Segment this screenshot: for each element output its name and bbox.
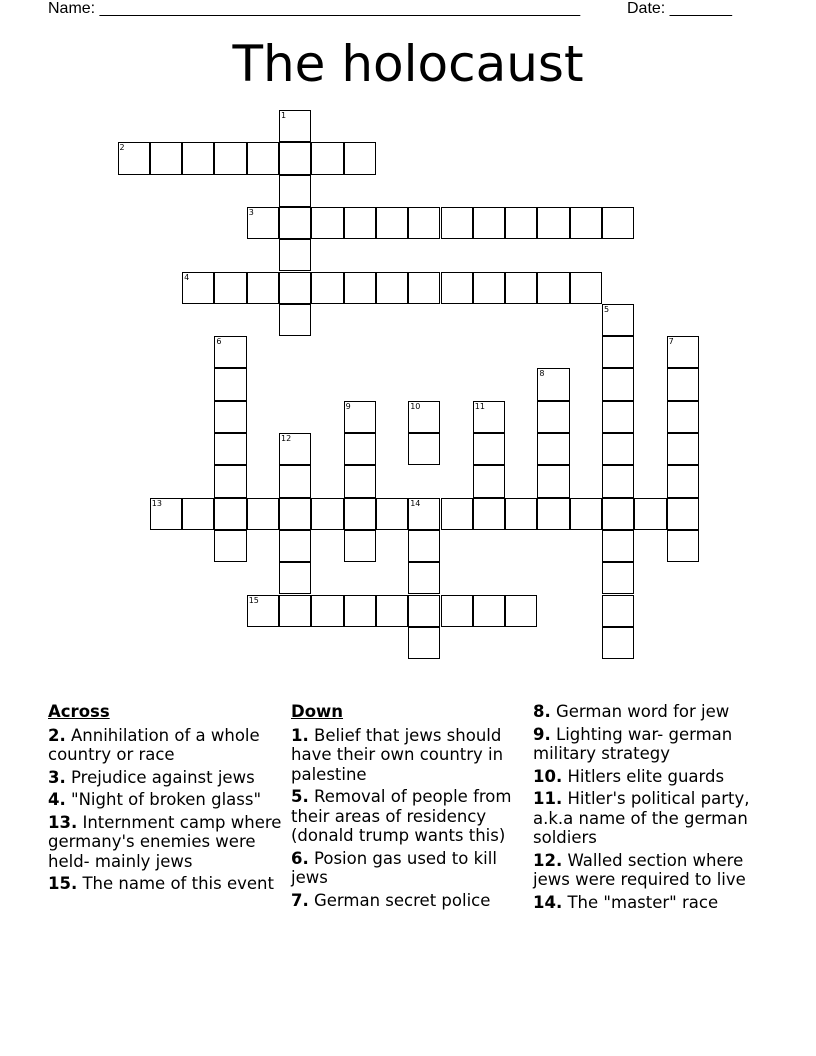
down-clues-continued (533, 702, 783, 915)
grid-cell[interactable] (279, 142, 311, 174)
grid-cell[interactable] (441, 207, 473, 239)
clue-number: 14 (410, 498, 421, 508)
grid-cell[interactable] (408, 207, 440, 239)
clue-number: 10 (410, 401, 421, 411)
grid-cell[interactable] (473, 401, 505, 433)
grid-cell[interactable] (344, 595, 376, 627)
grid-cell[interactable] (667, 530, 699, 562)
page-title: The holocaust (232, 35, 584, 93)
name-field[interactable]: Name: ______________________________________________________ (48, 0, 581, 17)
grid-cell[interactable] (408, 595, 440, 627)
clue-item-number: 7. (291, 890, 309, 910)
clue-item-number: 12. (533, 850, 563, 870)
clue-item (533, 893, 783, 913)
grid-cell[interactable] (279, 498, 311, 530)
clue-item-number: 10. (533, 766, 563, 786)
grid-cell[interactable] (247, 498, 279, 530)
grid-cell[interactable] (505, 272, 537, 304)
grid-cell[interactable] (408, 627, 440, 659)
clue-item (48, 874, 288, 894)
clue-number: 12 (281, 434, 292, 443)
grid-cell[interactable] (602, 595, 634, 627)
grid-cell[interactable] (247, 595, 279, 627)
grid-cell[interactable] (408, 562, 440, 594)
grid-cell[interactable] (376, 595, 408, 627)
grid-cell[interactable] (376, 498, 408, 530)
grid-cell[interactable] (214, 498, 246, 530)
grid-cell[interactable] (602, 401, 634, 433)
clue-item-number: 2. (48, 725, 66, 745)
grid-cell[interactable] (602, 207, 634, 239)
grid-cell[interactable] (473, 207, 505, 239)
clue-item (533, 702, 783, 722)
grid-cell[interactable] (279, 272, 311, 304)
clue-item-text: The name of this event (77, 874, 274, 893)
grid-cell[interactable] (473, 498, 505, 530)
clue-item-number: 5. (291, 787, 309, 806)
grid-cell[interactable] (570, 498, 602, 530)
clue-item (48, 726, 288, 765)
clue-number: 13 (151, 498, 162, 508)
grid-cell[interactable] (537, 498, 569, 530)
grid-cell[interactable] (214, 433, 246, 465)
grid-cell[interactable] (408, 498, 440, 530)
grid-cell[interactable] (214, 401, 246, 433)
grid-cell[interactable] (570, 272, 602, 304)
grid-cell[interactable] (311, 142, 343, 174)
grid-cell[interactable] (247, 207, 279, 239)
grid-cell[interactable] (602, 368, 634, 400)
grid-cell[interactable] (344, 207, 376, 239)
clue-item (48, 768, 288, 788)
grid-cell[interactable] (344, 433, 376, 465)
grid-cell[interactable] (182, 142, 214, 174)
grid-cell[interactable] (311, 595, 343, 627)
grid-cell[interactable] (505, 498, 537, 530)
across-heading: Across (48, 702, 110, 721)
grid-cell[interactable] (602, 498, 634, 530)
clue-item-text: Internment camp where germany's enemies were held- mainly jews (48, 812, 282, 871)
grid-cell[interactable] (537, 465, 569, 497)
grid-cell[interactable] (602, 530, 634, 562)
grid-cell[interactable] (214, 336, 246, 368)
clue-number: 2 (119, 143, 125, 153)
clue-number: 6 (216, 337, 222, 347)
grid-cell[interactable] (667, 401, 699, 433)
grid-cell[interactable] (279, 433, 311, 465)
grid-cell[interactable] (441, 498, 473, 530)
clue-item-text: Hitler's political party, a.k.a name of the german soldiers (533, 789, 750, 847)
grid-cell[interactable] (344, 498, 376, 530)
down-heading: Down (291, 702, 344, 721)
clue-item-number: 15. (48, 874, 78, 893)
grid-cell[interactable] (214, 465, 246, 497)
clue-item-text: German word for jew (550, 702, 730, 721)
grid-cell[interactable] (150, 142, 182, 174)
clue-item-text: "Night of broken glass" (65, 790, 262, 809)
grid-cell[interactable] (602, 433, 634, 465)
grid-cell[interactable] (441, 272, 473, 304)
grid-cell[interactable] (279, 239, 311, 271)
grid-cell[interactable] (214, 368, 246, 400)
clue-number: 5 (604, 304, 610, 314)
grid-cell[interactable] (279, 530, 311, 562)
clue-item-number: 13. (48, 812, 78, 832)
grid-cell[interactable] (214, 530, 246, 562)
clue-item-number: 4. (48, 790, 66, 809)
clue-item (291, 726, 531, 785)
clue-item-text: Belief that jews should have their own country in palestine (291, 725, 504, 784)
grid-cell[interactable] (279, 465, 311, 497)
clue-item (291, 787, 531, 846)
grid-cell[interactable] (182, 272, 214, 304)
clue-number: 7 (668, 337, 674, 347)
grid-cell[interactable] (537, 272, 569, 304)
clue-item-text: Annihilation of a whole country or race (48, 725, 260, 764)
grid-cell[interactable] (667, 498, 699, 530)
grid-cell[interactable] (473, 433, 505, 465)
grid-cell[interactable] (537, 433, 569, 465)
grid-cell[interactable] (247, 272, 279, 304)
clue-item-text: Removal of people from their areas of residency (donald trump wants this) (291, 787, 512, 845)
clue-item (533, 789, 783, 848)
grid-cell[interactable] (634, 498, 666, 530)
grid-cell[interactable] (344, 401, 376, 433)
grid-cell[interactable] (150, 498, 182, 530)
grid-cell[interactable] (344, 530, 376, 562)
clue-item-number: 1. (291, 725, 309, 745)
grid-cell[interactable] (376, 207, 408, 239)
grid-cell[interactable] (311, 498, 343, 530)
clue-item-text: German secret police (308, 890, 491, 910)
grid-cell[interactable] (667, 433, 699, 465)
clue-item (48, 790, 288, 810)
grid-cell[interactable] (505, 595, 537, 627)
clue-item-number: 8. (533, 702, 551, 721)
grid-cell[interactable] (279, 595, 311, 627)
grid-cell[interactable] (118, 142, 150, 174)
grid-cell[interactable] (408, 433, 440, 465)
across-clues (48, 702, 288, 897)
grid-cell[interactable] (570, 207, 602, 239)
grid-cell[interactable] (214, 272, 246, 304)
grid-cell[interactable] (537, 401, 569, 433)
clue-item (291, 849, 531, 888)
grid-cell[interactable] (279, 562, 311, 594)
clue-number: 3 (248, 207, 254, 217)
grid-cell[interactable] (376, 272, 408, 304)
clue-item (48, 813, 288, 872)
clue-number: 4 (184, 272, 190, 282)
grid-cell[interactable] (667, 368, 699, 400)
clue-item-number: 9. (533, 724, 551, 744)
date-field[interactable]: Date: _______ (627, 0, 732, 17)
down-clues (291, 702, 531, 913)
clue-item-number: 3. (48, 767, 66, 787)
grid-cell[interactable] (505, 207, 537, 239)
grid-cell[interactable] (602, 627, 634, 659)
clue-item-text: Lighting war- german military strategy (533, 724, 733, 763)
grid-cell[interactable] (279, 175, 311, 207)
clue-item-text: Posion gas used to kill jews (291, 848, 497, 887)
clue-number: 8 (539, 369, 545, 379)
grid-cell[interactable] (344, 272, 376, 304)
grid-cell[interactable] (602, 465, 634, 497)
grid-cell[interactable] (667, 465, 699, 497)
clue-number: 9 (345, 401, 351, 411)
clue-item-text: Prejudice against jews (65, 767, 255, 787)
clue-item-text: The "master" race (562, 892, 719, 912)
clue-item (533, 725, 783, 764)
clue-item-number: 6. (291, 848, 309, 868)
grid-cell[interactable] (441, 595, 473, 627)
grid-cell[interactable] (602, 304, 634, 336)
grid-cell[interactable] (473, 465, 505, 497)
clue-item-text: Hitlers elite guards (562, 766, 725, 786)
grid-cell[interactable] (537, 368, 569, 400)
clue-item (291, 891, 531, 911)
grid-cell[interactable] (473, 272, 505, 304)
grid-cell[interactable] (279, 304, 311, 336)
grid-cell[interactable] (667, 336, 699, 368)
grid-cell[interactable] (408, 530, 440, 562)
clue-item-number: 11. (533, 789, 563, 808)
clue-item (533, 767, 783, 787)
grid-cell[interactable] (408, 401, 440, 433)
grid-cell[interactable] (247, 142, 279, 174)
grid-cell[interactable] (344, 142, 376, 174)
clue-number: 1 (281, 111, 287, 120)
grid-cell[interactable] (602, 562, 634, 594)
grid-cell[interactable] (279, 110, 311, 142)
grid-cell[interactable] (214, 142, 246, 174)
grid-cell[interactable] (344, 465, 376, 497)
clue-number: 11 (474, 401, 485, 411)
grid-cell[interactable] (408, 272, 440, 304)
grid-cell[interactable] (182, 498, 214, 530)
clue-number: 15 (248, 595, 259, 605)
clue-item-number: 14. (533, 892, 563, 912)
clue-item (533, 851, 783, 890)
grid-cell[interactable] (473, 595, 505, 627)
grid-cell[interactable] (537, 207, 569, 239)
grid-cell[interactable] (311, 207, 343, 239)
grid-cell[interactable] (602, 336, 634, 368)
clue-item-text: Walled section where jews were required to live (533, 850, 746, 889)
grid-cell[interactable] (311, 272, 343, 304)
grid-cell[interactable] (279, 207, 311, 239)
